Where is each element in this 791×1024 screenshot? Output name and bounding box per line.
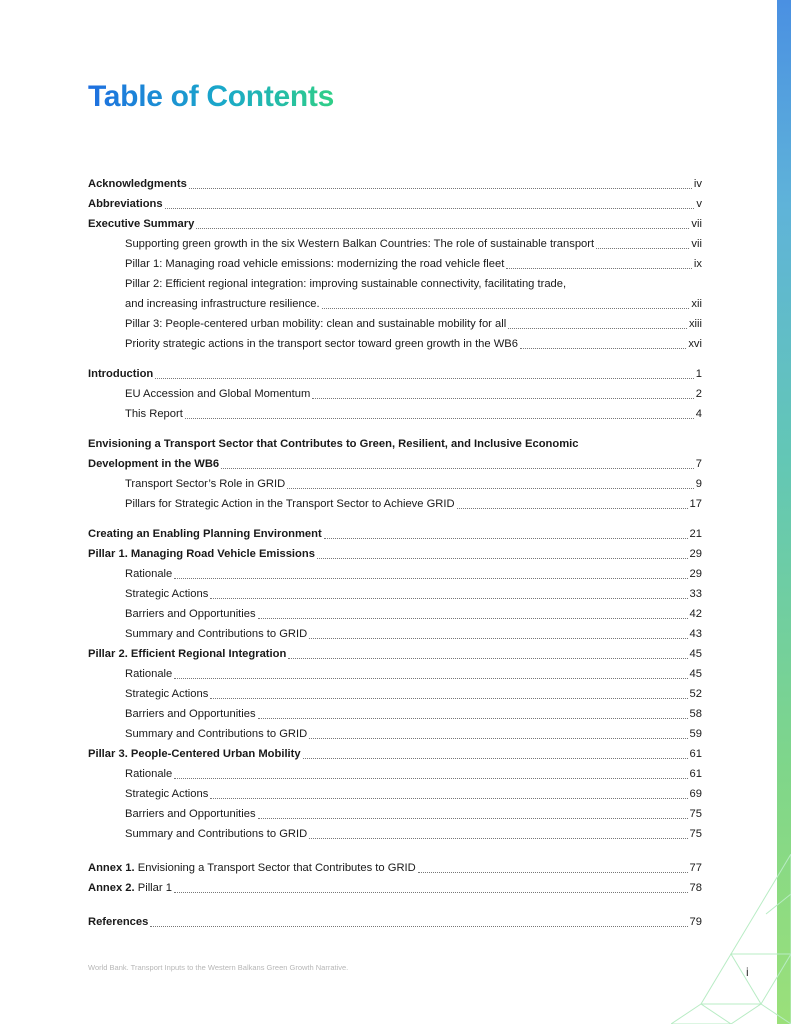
dot-leader	[288, 657, 687, 659]
spacer	[88, 844, 702, 858]
toc-label: Strategic Actions	[125, 588, 209, 600]
table-of-contents	[88, 174, 702, 932]
toc-label: Supporting green growth in the six Western Balkan Countries: The role of sustainable transport	[125, 238, 595, 250]
toc-subentry[interactable]	[88, 234, 702, 254]
dot-leader	[303, 757, 688, 759]
toc-page: 45	[689, 648, 702, 660]
toc-subentry[interactable]	[88, 584, 702, 604]
toc-label: Pillar 1: Managing road vehicle emissions: modernizing the road vehicle fleet	[125, 258, 505, 270]
toc-label: References	[88, 916, 149, 928]
page-title: Table of Contents	[88, 80, 335, 113]
toc-subentry[interactable]	[88, 474, 702, 494]
toc-subentry[interactable]	[88, 764, 702, 784]
dot-leader	[258, 817, 688, 819]
dot-leader	[312, 397, 693, 399]
dot-leader	[520, 347, 686, 349]
toc-label: Pillar 1. Managing Road Vehicle Emissions	[88, 548, 315, 560]
dot-leader	[174, 577, 687, 579]
dot-leader	[309, 637, 687, 639]
toc-page: xiii	[688, 318, 702, 330]
toc-label: Transport Sector’s Role in GRID	[125, 478, 286, 490]
toc-label: Strategic Actions	[125, 788, 209, 800]
toc-subentry[interactable]	[88, 664, 702, 684]
dot-leader	[287, 487, 694, 489]
toc-page: 61	[689, 748, 702, 760]
toc-label: Strategic Actions	[125, 688, 209, 700]
toc-page: 59	[689, 728, 702, 740]
dot-leader	[309, 837, 687, 839]
toc-subentry[interactable]	[88, 704, 702, 724]
toc-page: 2	[695, 388, 702, 400]
toc-label: Acknowledgments	[88, 178, 187, 190]
toc-page: 21	[689, 528, 702, 540]
toc-page: v	[696, 198, 702, 210]
toc-page: 58	[689, 708, 702, 720]
toc-page: 42	[689, 608, 702, 620]
toc-subentry[interactable]	[88, 404, 702, 424]
toc-entry-pillar1[interactable]	[88, 544, 702, 564]
dot-leader	[258, 617, 688, 619]
toc-page: vii	[691, 218, 702, 230]
toc-subentry-wrapped[interactable]	[88, 274, 702, 314]
toc-label: Summary and Contributions to GRID	[125, 628, 308, 640]
dot-leader	[324, 537, 688, 539]
toc-entry-introduction[interactable]	[88, 364, 702, 384]
toc-prefix: Annex 1.	[88, 862, 135, 874]
toc-label: Pillars for Strategic Action in the Transport Sector to Achieve GRID	[125, 498, 455, 510]
toc-page: 9	[695, 478, 702, 490]
toc-label: Pillar 2. Efficient Regional Integration	[88, 648, 287, 660]
dot-leader	[258, 717, 688, 719]
toc-label: Rationale	[125, 768, 173, 780]
dot-leader	[174, 891, 688, 893]
toc-page: 17	[689, 498, 702, 510]
toc-entry-enabling[interactable]	[88, 524, 702, 544]
toc-page: 4	[695, 408, 702, 420]
spacer	[88, 514, 702, 524]
dot-leader	[196, 227, 689, 229]
toc-subentry[interactable]	[88, 334, 702, 354]
toc-label: Rationale	[125, 668, 173, 680]
toc-subentry[interactable]	[88, 724, 702, 744]
toc-label: Pillar 3: People-centered urban mobility: clean and sustainable mobility for all	[125, 318, 507, 330]
toc-page: 33	[689, 588, 702, 600]
toc-entry-acknowledgments[interactable]	[88, 174, 702, 194]
dot-leader	[317, 557, 688, 559]
toc-label: Barriers and Opportunities	[125, 708, 256, 720]
dot-leader	[322, 307, 690, 309]
toc-entry-pillar2[interactable]	[88, 644, 702, 664]
toc-subentry[interactable]	[88, 684, 702, 704]
dot-leader	[596, 247, 689, 249]
toc-page: 75	[689, 828, 702, 840]
dot-leader	[210, 597, 687, 599]
spacer	[88, 354, 702, 364]
toc-label: EU Accession and Global Momentum	[125, 388, 311, 400]
toc-subentry[interactable]	[88, 804, 702, 824]
toc-page: vii	[691, 238, 702, 250]
toc-page: 75	[689, 808, 702, 820]
dot-leader	[189, 187, 692, 189]
dot-leader	[210, 697, 687, 699]
toc-page: 78	[689, 882, 702, 894]
dot-leader	[457, 507, 688, 509]
toc-label: Envisioning a Transport Sector that Contributes to GRID	[137, 862, 416, 874]
toc-subentry[interactable]	[88, 784, 702, 804]
toc-prefix: Annex 2.	[88, 882, 135, 894]
toc-page: 29	[689, 548, 702, 560]
dot-leader	[155, 377, 694, 379]
toc-subentry[interactable]	[88, 824, 702, 844]
dot-leader	[174, 777, 687, 779]
toc-label-line2: and increasing infrastructure resilience.	[125, 298, 320, 310]
toc-entry-envisioning[interactable]	[88, 434, 702, 474]
toc-entry-abbreviations[interactable]	[88, 194, 702, 214]
toc-page: 1	[695, 368, 702, 380]
toc-page: iv	[693, 178, 702, 190]
toc-subentry[interactable]	[88, 384, 702, 404]
toc-entry-annex2[interactable]	[88, 878, 702, 898]
dot-leader	[210, 797, 687, 799]
toc-page: 43	[689, 628, 702, 640]
toc-label: Summary and Contributions to GRID	[125, 728, 308, 740]
dot-leader	[309, 737, 687, 739]
toc-subentry[interactable]	[88, 604, 702, 624]
toc-subentry[interactable]	[88, 314, 702, 334]
toc-label: Pillar 3. People-Centered Urban Mobility	[88, 748, 301, 760]
spacer	[88, 424, 702, 434]
toc-label: Barriers and Opportunities	[125, 608, 256, 620]
toc-label: This Report	[125, 408, 183, 420]
toc-label-line1: Pillar 2: Efficient regional integration: improving sustainable connectivity, facilitating trade,	[125, 278, 567, 290]
toc-label-line2: Development in the WB6	[88, 458, 220, 470]
toc-page: 45	[689, 668, 702, 680]
toc-page: xii	[691, 298, 702, 310]
dot-leader	[165, 207, 695, 209]
toc-label: Abbreviations	[88, 198, 163, 210]
dot-leader	[221, 467, 694, 469]
toc-label: Introduction	[88, 368, 154, 380]
toc-page: 69	[689, 788, 702, 800]
toc-entry-references[interactable]	[88, 912, 702, 932]
toc-label: Barriers and Opportunities	[125, 808, 256, 820]
toc-label: Executive Summary	[88, 218, 195, 230]
dot-leader	[185, 417, 694, 419]
page-footer: World Bank. Transport Inputs to the Western Balkans Green Growth Narrative.	[88, 963, 349, 972]
toc-page: xvi	[688, 338, 702, 350]
toc-page: 79	[689, 916, 702, 928]
toc-label: Creating an Enabling Planning Environment	[88, 528, 322, 540]
dot-leader	[506, 267, 692, 269]
dot-leader	[418, 871, 688, 873]
toc-subentry[interactable]	[88, 624, 702, 644]
page-number: i	[746, 965, 749, 979]
toc-label-line1: Envisioning a Transport Sector that Contributes to Green, Resilient, and Inclusive Economic	[88, 438, 579, 450]
toc-label: Summary and Contributions to GRID	[125, 828, 308, 840]
toc-entry-annex1[interactable]	[88, 858, 702, 878]
toc-page: 29	[689, 568, 702, 580]
dot-leader	[508, 327, 687, 329]
toc-page: 52	[689, 688, 702, 700]
toc-page: 7	[695, 458, 702, 470]
toc-entry-executive-summary[interactable]	[88, 214, 702, 234]
toc-subentry[interactable]	[88, 254, 702, 274]
toc-label: Pillar 1	[137, 882, 172, 894]
toc-entry-pillar3[interactable]	[88, 744, 702, 764]
toc-page: 77	[689, 862, 702, 874]
toc-page: ix	[693, 258, 702, 270]
toc-label: Priority strategic actions in the transport sector toward green growth in the WB6	[125, 338, 518, 350]
dot-leader	[174, 677, 687, 679]
spacer	[88, 898, 702, 912]
toc-page: 61	[689, 768, 702, 780]
dot-leader	[150, 925, 687, 927]
toc-label: Rationale	[125, 568, 173, 580]
toc-subentry[interactable]	[88, 494, 702, 514]
toc-subentry[interactable]	[88, 564, 702, 584]
